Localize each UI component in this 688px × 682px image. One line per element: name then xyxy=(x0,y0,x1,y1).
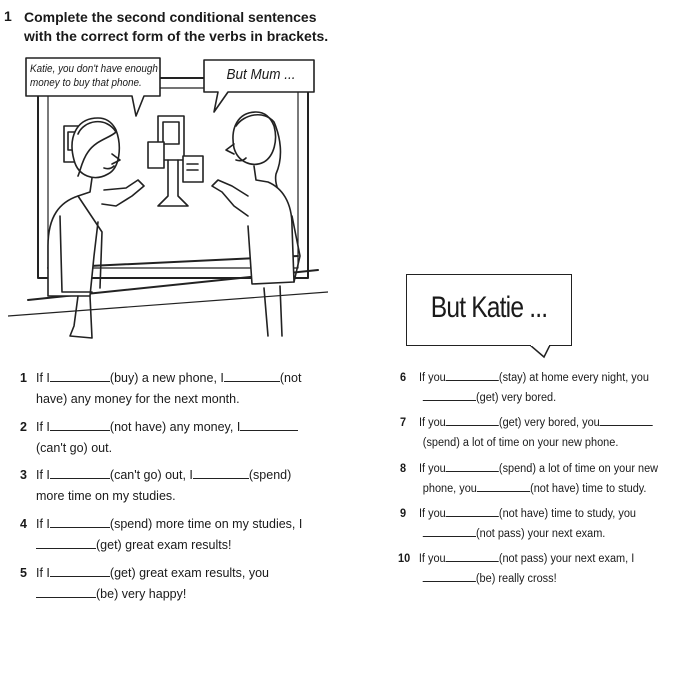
answer-blank[interactable] xyxy=(50,466,110,479)
answer-blank[interactable] xyxy=(446,549,499,562)
answer-blank[interactable] xyxy=(423,388,476,401)
task-number: 1 xyxy=(4,8,12,24)
bubble-tail-shape xyxy=(530,345,552,359)
answer-blank[interactable] xyxy=(446,368,499,381)
answer-blank[interactable] xyxy=(240,418,298,431)
katie-bubble-line-2: money to buy that phone. xyxy=(30,77,142,89)
answer-blank[interactable] xyxy=(50,515,110,528)
illustration-katie-and-mum xyxy=(8,56,328,348)
answer-blank[interactable] xyxy=(50,564,110,577)
but-katie-speech-bubble xyxy=(406,274,572,346)
but-katie-bubble-text: But Katie ... xyxy=(430,291,548,324)
answer-blank[interactable] xyxy=(446,504,499,517)
katie-speech-bubble xyxy=(30,62,158,90)
answer-blank[interactable] xyxy=(36,536,96,549)
answer-blank[interactable] xyxy=(36,585,96,598)
answer-blank[interactable] xyxy=(477,479,530,492)
answer-blank[interactable] xyxy=(446,459,499,472)
answer-blank[interactable] xyxy=(600,413,653,426)
task-instruction: Complete the second conditional sentences with the correct form of the verbs in brackets. xyxy=(24,9,329,44)
answer-blank[interactable] xyxy=(193,466,249,479)
answer-blank[interactable] xyxy=(50,418,110,431)
katie-bubble-line-1: Katie, you don't have enough xyxy=(30,63,158,75)
answer-blank[interactable] xyxy=(446,413,499,426)
answer-blank[interactable] xyxy=(423,524,476,537)
answer-blank[interactable] xyxy=(50,369,110,382)
answer-blank[interactable] xyxy=(423,569,476,582)
mum-speech-bubble: But Mum ... xyxy=(226,66,296,83)
answer-blank[interactable] xyxy=(224,369,280,382)
